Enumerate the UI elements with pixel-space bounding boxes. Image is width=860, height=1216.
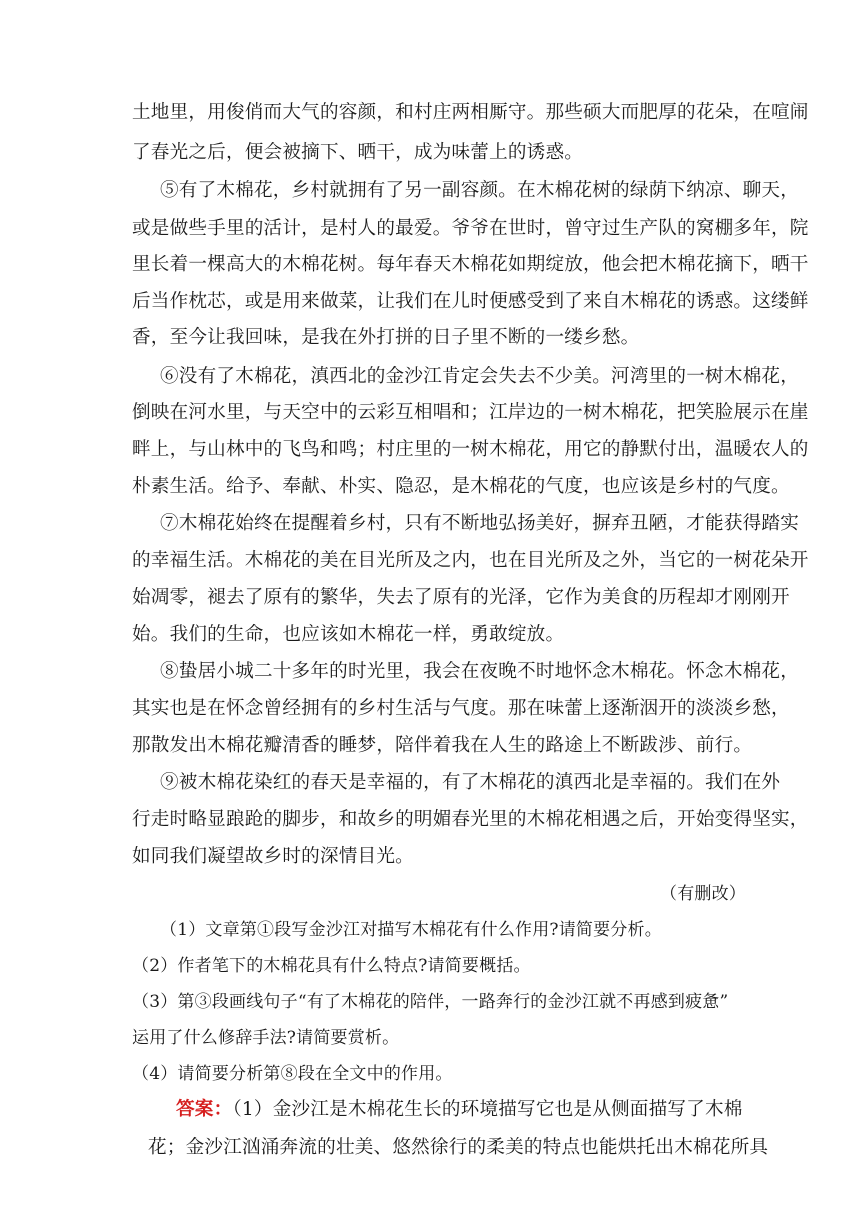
para6-line-4: 朴素生活。给予、奉献、朴实、隐忍，是木棉花的气度，也应该是乡村的气度。: [132, 476, 790, 497]
answer-text-1: （1）金沙江是木棉花生长的环境描写它也是从侧面描写了木棉: [232, 1099, 743, 1120]
question-1: （1）文章第①段写金沙江对描写木棉花有什么作用?请简要分析。: [160, 920, 662, 940]
para8-line-3: 那散发出木棉花瓣清香的睡梦，陪伴着我在人生的路途上不断跋涉、前行。: [132, 735, 753, 756]
para4-line-1: 土地里，用俊俏而大气的容颜，和村庄两相厮守。那些硕大而肥厚的花朵，在喧闹: [132, 102, 809, 123]
para9-line-3: 如同我们凝望故乡时的深情目光。: [132, 846, 414, 867]
question-4: （4）请简要分析第⑧段在全文中的作用。: [132, 1064, 453, 1084]
para8-line-1: ⑧蛰居小城二十多年的时光里，我会在夜晚不时地怀念木棉花。怀念木棉花，: [160, 661, 799, 682]
answer-label: 答案：: [176, 1099, 233, 1120]
question-3-line-1: （3）第③段画线句子“有了木棉花的陪伴，一路奔行的金沙江就不再感到疲惫”: [132, 992, 729, 1012]
para4-line-2: 了春光之后，便会被摘下、晒干，成为味蕾上的诱惑。: [132, 142, 584, 163]
para5-line-5: 香，至今让我回味，是我在外打拼的日子里不断的一缕乡愁。: [132, 327, 640, 348]
para6-line-3: 畔上，与山林中的飞鸟和鸣；村庄里的一树木棉花，用它的静默付出，温暖农人的: [132, 439, 809, 460]
answer-line-2: 花；金沙江汹涌奔流的壮美、悠然徐行的柔美的特点也能烘托出木棉花所具: [148, 1137, 769, 1158]
para5-line-3: 里长着一棵高大的木棉花树。每年春天木棉花如期绽放，他会把木棉花摘下，晒干: [132, 254, 809, 275]
para6-line-1: ⑥没有了木棉花，滇西北的金沙江肯定会失去不少美。河湾里的一树木棉花，: [160, 366, 799, 387]
para8-line-2: 其实也是在怀念曾经拥有的乡村生活与气度。那在味蕾上逐渐洇开的淡淡乡愁，: [132, 698, 790, 719]
para5-line-4: 后当作枕芯，或是用来做菜，让我们在儿时便感受到了来自木棉花的诱惑。这缕鲜: [132, 291, 809, 312]
para7-line-2: 的幸福生活。木棉花的美在目光所及之内，也在目光所及之外，当它的一树花朵开: [132, 550, 809, 571]
para7-line-1: ⑦木棉花始终在提醒着乡村，只有不断地弘扬美好，摒弃丑陋，才能获得踏实: [160, 513, 799, 534]
source-note: （有删改）: [660, 884, 746, 904]
para5-line-1: ⑤有了木棉花，乡村就拥有了另一副容颜。在木棉花树的绿荫下纳凉、聊天，: [160, 180, 799, 201]
question-2: （2）作者笔下的木棉花具有什么特点?请简要概括。: [132, 956, 531, 976]
para5-line-2: 或是做些手里的活计，是村人的最爱。爷爷在世时，曾守过生产队的窝棚多年，院: [132, 218, 809, 239]
para6-line-2: 倒映在河水里，与天空中的云彩互相唱和；江岸边的一树木棉花，把笑脸展示在崖: [132, 402, 809, 423]
answer-line-1: [176, 1098, 746, 1122]
para7-line-4: 始。我们的生命，也应该如木棉花一样，勇敢绽放。: [132, 624, 565, 645]
question-3-line-2: 运用了什么修辞手法?请简要赏析。: [132, 1028, 400, 1048]
para7-line-3: 始凋零，褪去了原有的繁华，失去了原有的光泽，它作为美食的历程却才刚刚开: [132, 587, 790, 608]
para9-line-2: 行走时略显踉跄的脚步，和故乡的明媚春光里的木棉花相遇之后，开始变得坚实，: [132, 809, 809, 830]
para9-line-1: ⑨被木棉花染红的春天是幸福的，有了木棉花的滇西北是幸福的。我们在外: [160, 772, 781, 793]
